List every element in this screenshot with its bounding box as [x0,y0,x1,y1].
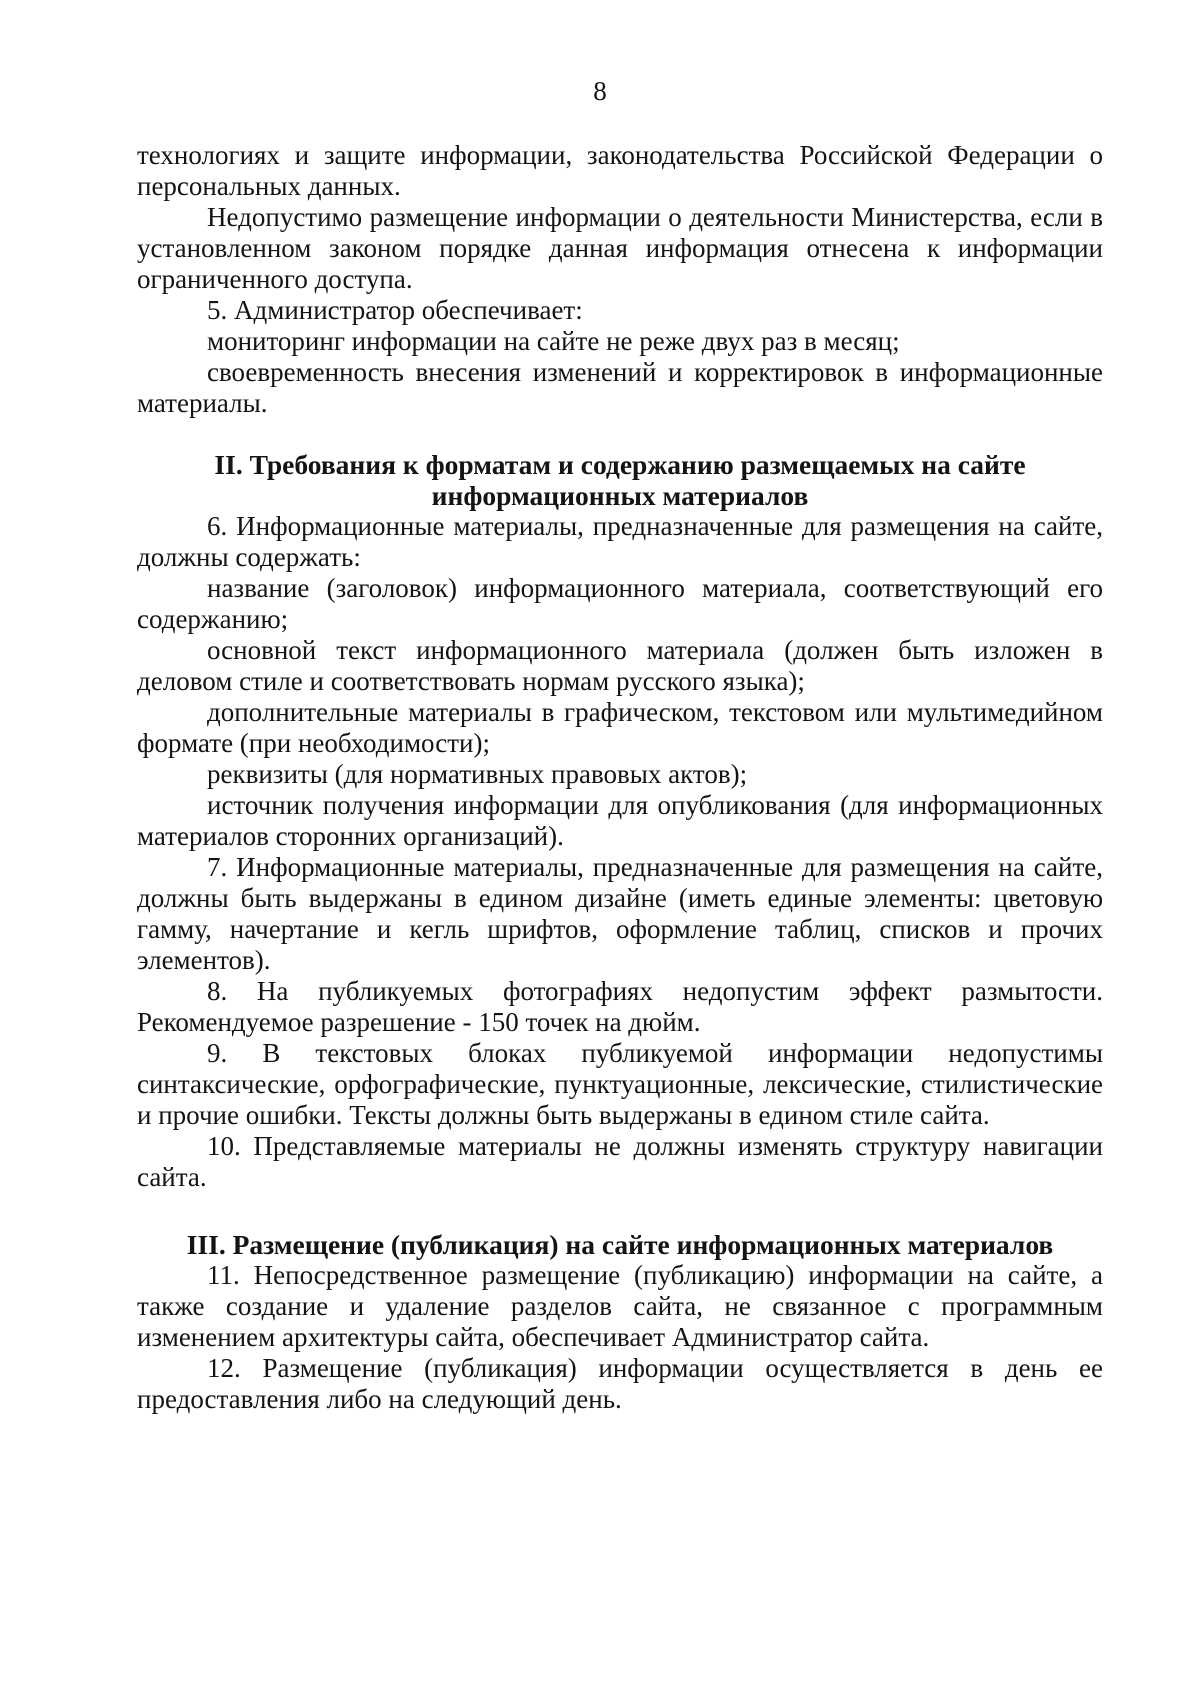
paragraph-6-intro: 6. Информационные материалы, предназначенные для размещения на сайте, должны содержать: [137,511,1103,572]
paragraph-5-item: мониторинг информации на сайте не реже двух раз в месяц; [207,326,900,356]
paragraph-11: 11. Непосредственное размещение (публикацию) информации на сайте, а также создание и удаление разделов сайта, не связанное с программным изменением архитектуры сайта, обеспечивает Администратор сайта. [137,1260,1103,1352]
paragraph-6-item: основной текст информационного материала (должен быть изложен в деловом стиле и соответствовать нормам русского языка); [137,635,1103,696]
paragraph-12: 12. Размещение (публикация) информации осуществляется в день ее предоставления либо на следующий день. [137,1353,1103,1414]
paragraph-6-item: источник получения информации для опубликования (для информационных материалов сторонних организаций). [137,790,1103,851]
section-2-heading: II. Требования к форматам и содержанию размещаемых на сайте информационных материалов [214,449,1026,511]
paragraph-6-item: дополнительные материалы в графическом, текстовом или мультимедийном формате (при необходимости); [137,697,1103,758]
paragraph-8: 8. На публикуемых фотографиях недопустим эффект размытости. Рекомендуемое разрешение - 150 точек на дюйм. [137,976,1103,1037]
page-number: 8 [593,76,607,106]
paragraph-7: 7. Информационные материалы, предназначенные для размещения на сайте, должны быть выдержаны в едином дизайне (иметь единые элементы: цветовую гамму, начертание и кегль шрифтов, оформление таблиц, списков и прочих элементов). [137,852,1103,975]
paragraph-5-item: своевременность внесения изменений и корректировок в информационные материалы. [137,357,1103,418]
paragraph-continuation: технологиях и защите информации, законодательства Российской Федерации о персональных данных. [137,140,1103,201]
section-3-heading: III. Размещение (публикация) на сайте информационных материалов [186,1229,1054,1260]
document-body [137,140,1103,1415]
paragraph-6-item: название (заголовок) информационного материала, соответствующий его содержанию; [137,573,1103,634]
paragraph-5-intro: 5. Администратор обеспечивает: [207,295,583,325]
paragraph-6-item: реквизиты (для нормативных правовых актов); [207,759,748,789]
paragraph-10: 10. Представляемые материалы не должны изменять структуру навигации сайта. [137,1131,1103,1192]
paragraph-9: 9. В текстовых блоках публикуемой информации недопустимы синтаксические, орфографические, пунктуационные, лексические, стилистические и прочие ошибки. Тексты должны быть выдержаны в едином стиле сайта. [137,1038,1103,1130]
paragraph-restriction: Недопустимо размещение информации о деятельности Министерства, если в установленном законом порядке данная информация отнесена к информации ограниченного доступа. [137,202,1103,294]
